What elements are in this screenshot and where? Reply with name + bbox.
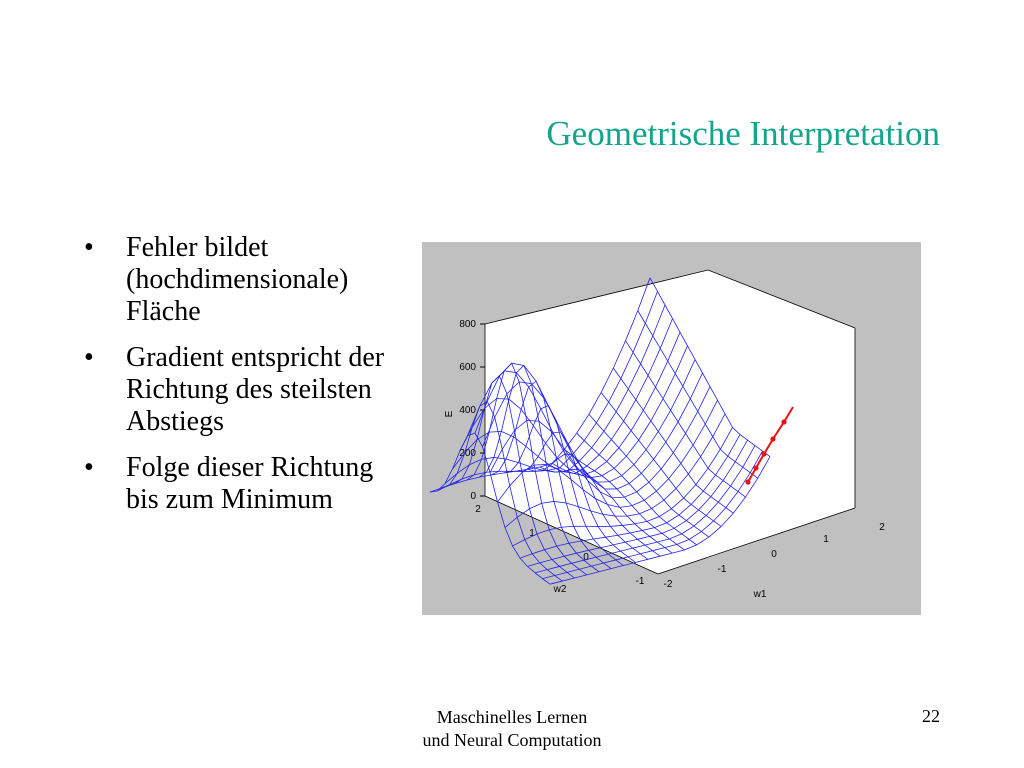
bullet-list — [82, 232, 412, 530]
y-tick-label: -1 — [635, 576, 645, 587]
z-tick-label: 800 — [459, 319, 476, 330]
descent-step-point — [781, 419, 786, 424]
descent-step-point — [745, 479, 750, 484]
footer-line: Maschinelles Lernen — [436, 707, 588, 727]
x-tick-label: 2 — [879, 522, 885, 533]
descent-step-point — [770, 436, 775, 441]
z-tick-label: 400 — [459, 405, 476, 416]
x-tick-label: 0 — [771, 549, 777, 560]
descent-step-point — [753, 465, 758, 470]
bullet-dot-icon: • — [84, 342, 94, 373]
error-surface-figure — [422, 242, 921, 615]
z-tick-label: 600 — [459, 362, 476, 373]
z-ticks — [459, 319, 485, 502]
bullet-item — [82, 452, 412, 516]
bullet-item — [82, 342, 412, 438]
x-axis-label: w1 — [753, 589, 767, 600]
bullet-text: Folge dieser Richtung bis zum Minimum — [126, 452, 374, 515]
bullet-dot-icon: • — [84, 232, 94, 263]
x-tick-label: -1 — [717, 564, 727, 575]
footer — [380, 706, 644, 752]
descent-step-point — [761, 451, 766, 456]
x-tick-label: 1 — [823, 534, 829, 545]
y-tick-label: 1 — [529, 528, 535, 539]
bullet-dot-icon: • — [84, 452, 94, 483]
z-axis-label: E — [444, 410, 455, 418]
y-axis-label: w2 — [553, 584, 567, 595]
z-tick-label: 200 — [459, 448, 476, 459]
y-tick-label: 2 — [475, 504, 481, 515]
z-tick-label: 0 — [470, 491, 476, 502]
page-number: 22 — [922, 706, 940, 726]
surface-plot — [422, 242, 921, 615]
slide-title: Geometrische Interpretation — [546, 114, 940, 153]
bullet-text: Gradient entspricht der Richtung des steilsten Abstiegs — [126, 342, 385, 437]
x-tick-label: -2 — [663, 579, 673, 590]
footer-line: und Neural Computation — [422, 730, 602, 750]
bullet-item — [82, 232, 412, 328]
y-tick-label: 0 — [583, 552, 589, 563]
bullet-text: Fehler bildet (hochdimensionale) Fläche — [126, 232, 349, 327]
